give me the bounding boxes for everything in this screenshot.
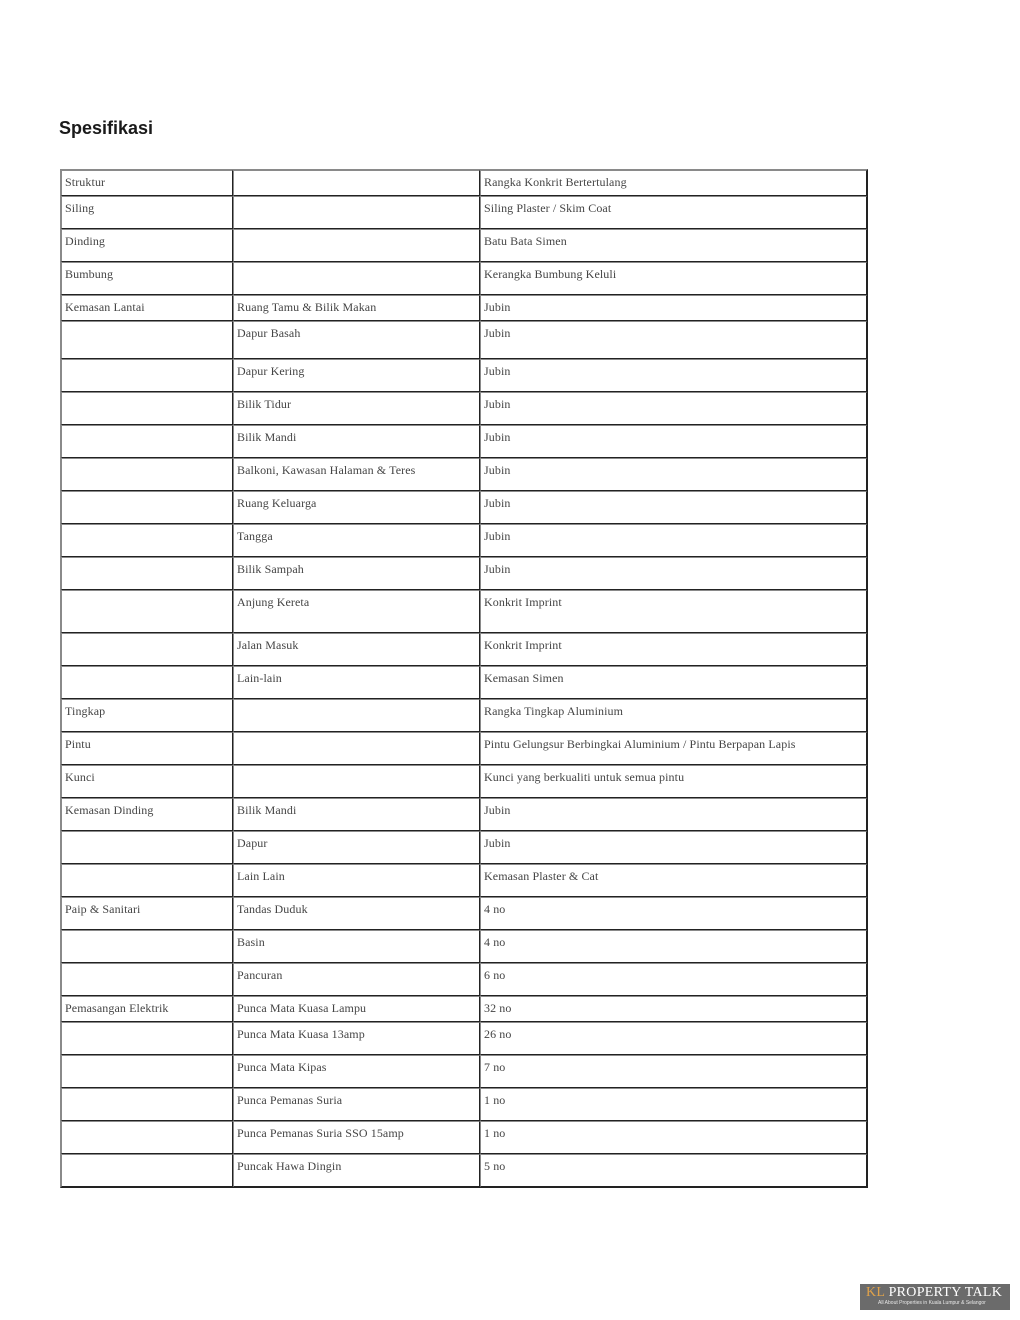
- spec-cell: Jubin: [480, 321, 867, 359]
- category-cell: Pemasangan Elektrik: [61, 996, 233, 1022]
- category-cell: Bumbung: [61, 262, 233, 295]
- category-cell: Kemasan Dinding: [61, 798, 233, 831]
- table-row: [61, 524, 867, 557]
- item-cell: Basin: [233, 930, 480, 963]
- spec-cell: Jubin: [480, 359, 867, 392]
- item-cell: Punca Mata Kipas: [233, 1055, 480, 1088]
- category-cell: Tingkap: [61, 699, 233, 732]
- spec-cell: Kemasan Simen: [480, 666, 867, 699]
- table-row: [61, 392, 867, 425]
- table-row: [61, 229, 867, 262]
- category-cell: Struktur: [61, 170, 233, 196]
- table-row: [61, 458, 867, 491]
- category-cell: Siling: [61, 196, 233, 229]
- category-cell: Kemasan Lantai: [61, 295, 233, 321]
- table-row: [61, 963, 867, 996]
- spec-cell: 7 no: [480, 1055, 867, 1088]
- item-cell: Tangga: [233, 524, 480, 557]
- spec-cell: 4 no: [480, 897, 867, 930]
- item-cell: [233, 170, 480, 196]
- table-row: [61, 557, 867, 590]
- spec-cell: Rangka Konkrit Bertertulang: [480, 170, 867, 196]
- spec-cell: 32 no: [480, 996, 867, 1022]
- category-cell: [61, 1121, 233, 1154]
- table-row: [61, 196, 867, 229]
- category-cell: [61, 425, 233, 458]
- item-cell: Dapur Basah: [233, 321, 480, 359]
- item-cell: [233, 732, 480, 765]
- spec-cell: Jubin: [480, 458, 867, 491]
- item-cell: Pancuran: [233, 963, 480, 996]
- category-cell: [61, 930, 233, 963]
- spec-cell: 4 no: [480, 930, 867, 963]
- item-cell: Jalan Masuk: [233, 633, 480, 666]
- table-row: [61, 732, 867, 765]
- spec-cell: Kemasan Plaster & Cat: [480, 864, 867, 897]
- logo-wordmark: [866, 1286, 1006, 1300]
- item-cell: [233, 699, 480, 732]
- spec-cell: Jubin: [480, 557, 867, 590]
- item-cell: Lain Lain: [233, 864, 480, 897]
- item-cell: Ruang Tamu & Bilik Makan: [233, 295, 480, 321]
- item-cell: Dapur Kering: [233, 359, 480, 392]
- spec-cell: Jubin: [480, 295, 867, 321]
- table-row: [61, 1088, 867, 1121]
- table-row: [61, 359, 867, 392]
- table-row: [61, 864, 867, 897]
- table-row: [61, 1055, 867, 1088]
- table-row: [61, 425, 867, 458]
- spec-cell: Jubin: [480, 524, 867, 557]
- table-row: [61, 590, 867, 633]
- item-cell: Balkoni, Kawasan Halaman & Teres: [233, 458, 480, 491]
- category-cell: [61, 458, 233, 491]
- spec-cell: Batu Bata Simen: [480, 229, 867, 262]
- item-cell: [233, 262, 480, 295]
- item-cell: [233, 196, 480, 229]
- category-cell: [61, 1022, 233, 1055]
- logo-prefix: KL: [866, 1285, 885, 1300]
- table-row: [61, 666, 867, 699]
- spec-cell: Rangka Tingkap Aluminium: [480, 699, 867, 732]
- spec-cell: Jubin: [480, 798, 867, 831]
- item-cell: Bilik Mandi: [233, 798, 480, 831]
- item-cell: Punca Pemanas Suria: [233, 1088, 480, 1121]
- category-cell: [61, 1055, 233, 1088]
- spec-cell: Kerangka Bumbung Keluli: [480, 262, 867, 295]
- category-cell: [61, 831, 233, 864]
- logo-tagline: All About Properties in Kuala Lumpur & Selangor: [878, 1300, 986, 1306]
- table-row: [61, 491, 867, 524]
- item-cell: Ruang Keluarga: [233, 491, 480, 524]
- category-cell: [61, 590, 233, 633]
- item-cell: Tandas Duduk: [233, 897, 480, 930]
- category-cell: Dinding: [61, 229, 233, 262]
- category-cell: [61, 557, 233, 590]
- category-cell: [61, 321, 233, 359]
- category-cell: [61, 633, 233, 666]
- category-cell: [61, 864, 233, 897]
- item-cell: Punca Pemanas Suria SSO 15amp: [233, 1121, 480, 1154]
- table-row: [61, 996, 867, 1022]
- category-cell: [61, 524, 233, 557]
- logo-name: PROPERTY TALK: [888, 1285, 1003, 1300]
- spec-cell: Jubin: [480, 831, 867, 864]
- item-cell: Dapur: [233, 831, 480, 864]
- category-cell: [61, 1088, 233, 1121]
- category-cell: [61, 491, 233, 524]
- table-row: [61, 699, 867, 732]
- item-cell: [233, 765, 480, 798]
- item-cell: Puncak Hawa Dingin: [233, 1154, 480, 1187]
- item-cell: Punca Mata Kuasa Lampu: [233, 996, 480, 1022]
- spec-cell: 5 no: [480, 1154, 867, 1187]
- table-row: [61, 897, 867, 930]
- category-cell: Kunci: [61, 765, 233, 798]
- spec-cell: Konkrit Imprint: [480, 590, 867, 633]
- category-cell: [61, 1154, 233, 1187]
- spec-cell: 1 no: [480, 1121, 867, 1154]
- specification-table: [60, 169, 868, 1188]
- specification-table-body: [61, 170, 867, 1187]
- category-cell: Pintu: [61, 732, 233, 765]
- spec-cell: Jubin: [480, 491, 867, 524]
- table-row: [61, 798, 867, 831]
- table-row: [61, 1022, 867, 1055]
- spec-cell: Siling Plaster / Skim Coat: [480, 196, 867, 229]
- spec-cell: Konkrit Imprint: [480, 633, 867, 666]
- category-cell: [61, 359, 233, 392]
- item-cell: Bilik Mandi: [233, 425, 480, 458]
- spec-cell: 26 no: [480, 1022, 867, 1055]
- item-cell: Bilik Sampah: [233, 557, 480, 590]
- item-cell: Lain-lain: [233, 666, 480, 699]
- item-cell: Anjung Kereta: [233, 590, 480, 633]
- category-cell: Paip & Sanitari: [61, 897, 233, 930]
- table-row: [61, 321, 867, 359]
- kl-property-talk-logo: [860, 1284, 1010, 1310]
- spec-cell: Jubin: [480, 425, 867, 458]
- table-row: [61, 262, 867, 295]
- table-row: [61, 765, 867, 798]
- page-title: Spesifikasi: [59, 118, 154, 138]
- category-cell: [61, 392, 233, 425]
- spec-cell: Jubin: [480, 392, 867, 425]
- spec-cell: Kunci yang berkualiti untuk semua pintu: [480, 765, 867, 798]
- category-cell: [61, 963, 233, 996]
- spec-cell: Pintu Gelungsur Berbingkai Aluminium / Pintu Berpapan Lapis: [480, 732, 867, 765]
- spec-cell: 6 no: [480, 963, 867, 996]
- spec-cell: 1 no: [480, 1088, 867, 1121]
- table-row: [61, 1154, 867, 1187]
- table-row: [61, 1121, 867, 1154]
- item-cell: Bilik Tidur: [233, 392, 480, 425]
- item-cell: [233, 229, 480, 262]
- item-cell: Punca Mata Kuasa 13amp: [233, 1022, 480, 1055]
- table-row: [61, 633, 867, 666]
- table-row: [61, 930, 867, 963]
- category-cell: [61, 666, 233, 699]
- table-row: [61, 170, 867, 196]
- table-row: [61, 831, 867, 864]
- table-row: [61, 295, 867, 321]
